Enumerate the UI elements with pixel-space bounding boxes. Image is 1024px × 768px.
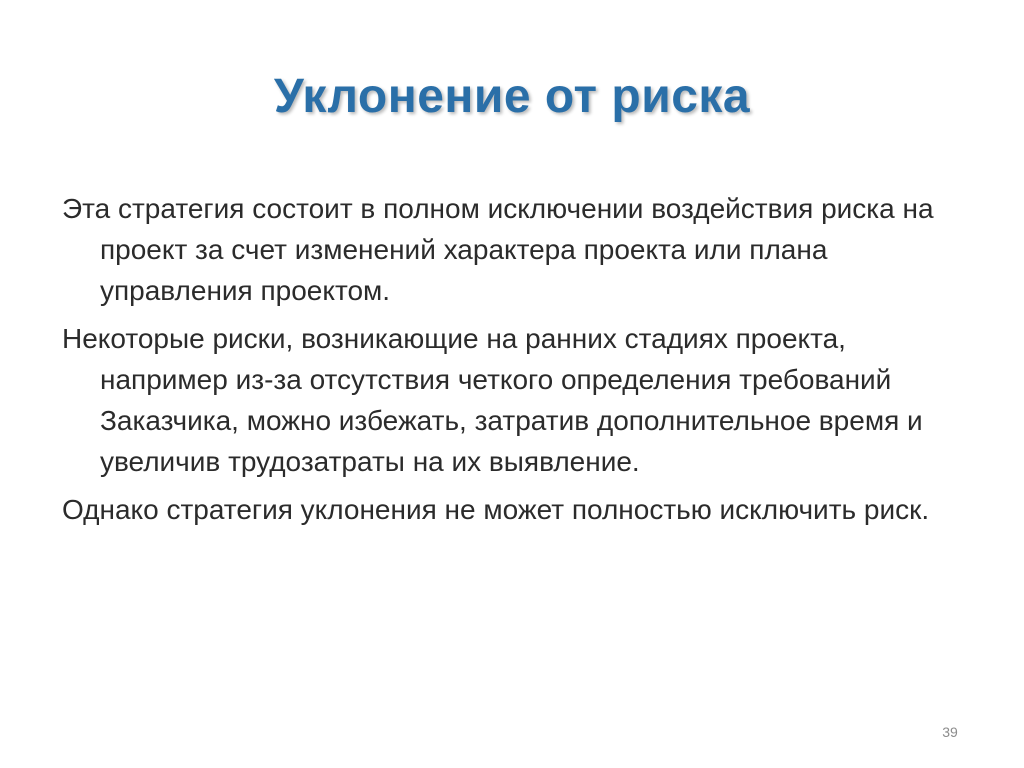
body-paragraph-2: Некоторые риски, возникающие на ранних стадиях проекта, например из-за отсутствия четкого определения требований Заказчика, можно избежать, затратив дополнительное время и увеличив трудозатраты на их выявление. xyxy=(62,323,923,477)
body-paragraph-3: Однако стратегия уклонения не может полностью исключить риск. xyxy=(62,494,930,525)
body-paragraph-1: Эта стратегия состоит в полном исключении воздействия риска на проект за счет изменений характера проекта или плана управления проектом. xyxy=(62,193,934,306)
slide-number: 39 xyxy=(942,724,958,740)
slide-body xyxy=(62,188,962,537)
slide-title: Уклонение от риска xyxy=(273,70,751,123)
